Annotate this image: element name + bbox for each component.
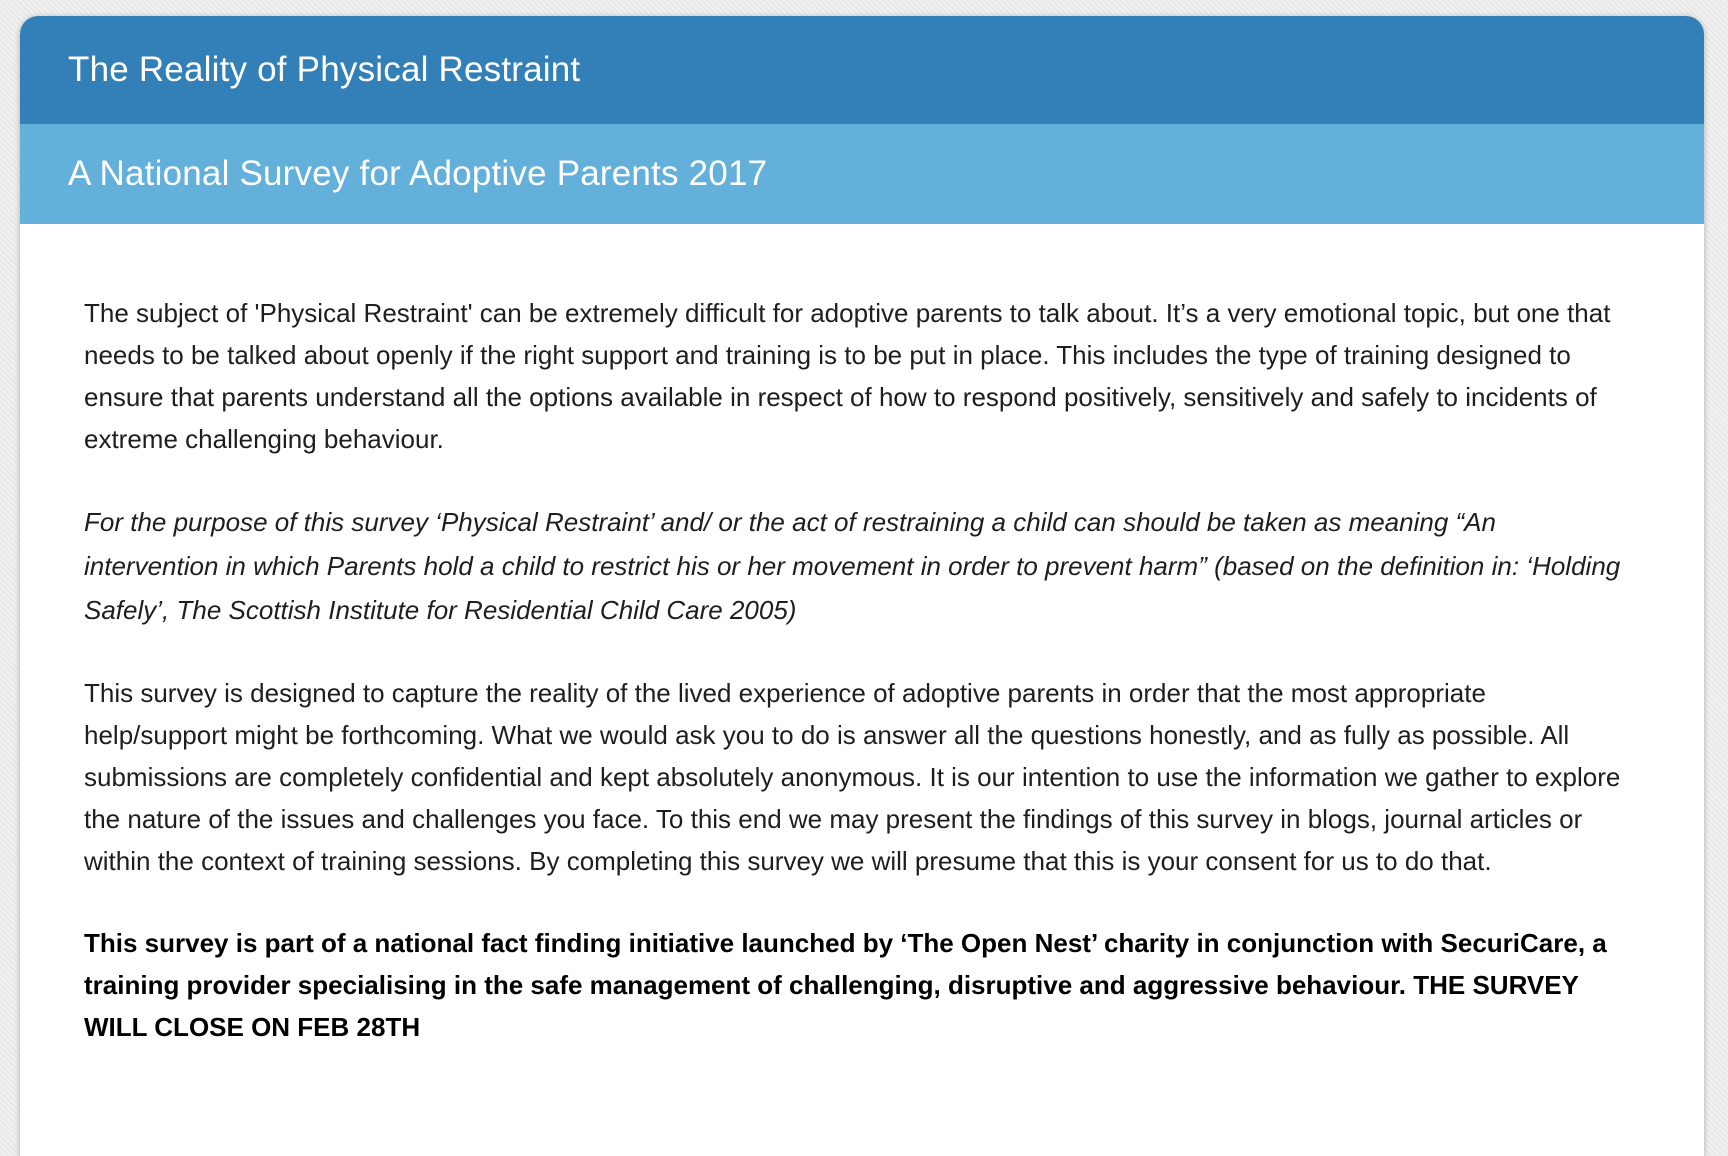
survey-purpose-paragraph: This survey is designed to capture the reality of the lived experience of adoptive parents in order that the most appropriate help/support might be forthcoming. What we would ask you to do is answer all the questions honestly, and as fully as possible. All submissions are completely confidential and kept absolutely anonymous. It is our intention to use the information we gather to explore the nature of the issues and challenges you face. To this end we may present the findings of this survey in blogs, journal articles or within the context of training sessions. By completing this survey we will presume that this is your consent for us to do that. bbox=[84, 678, 1621, 876]
survey-intro bbox=[20, 224, 1704, 1048]
survey-subtitle: A National Survey for Adoptive Parents 2017 bbox=[68, 154, 768, 193]
survey-subtitle-bar bbox=[20, 124, 1704, 224]
survey-title-bar bbox=[20, 16, 1704, 124]
restraint-definition: For the purpose of this survey ‘Physical Restraint’ and/ or the act of restraining a child can should be taken as meaning “An intervention in which Parents hold a child to restrict his or her movement in order to prevent harm” (based on the definition in: ‘Holding Safely’, The Scottish Institute for Residential Child Care 2005) bbox=[84, 507, 1621, 625]
survey-card bbox=[20, 16, 1704, 1156]
intro-paragraph: The subject of 'Physical Restraint' can be extremely difficult for adoptive parents to talk about. It’s a very emotional topic, but one that needs to be talked about openly if the right support and training is to be put in place. This includes the type of training designed to ensure that parents understand all the options available in respect of how to respond positively, sensitively and safely to incidents of extreme challenging behaviour. bbox=[84, 298, 1611, 454]
survey-title: The Reality of Physical Restraint bbox=[68, 50, 581, 89]
closing-notice: This survey is part of a national fact finding initiative launched by ‘The Open Nest’ charity in conjunction with SecuriCare, a training provider specialising in the safe management of challenging, disruptive and aggressive behaviour. THE SURVEY WILL CLOSE ON FEB 28TH bbox=[84, 928, 1607, 1042]
